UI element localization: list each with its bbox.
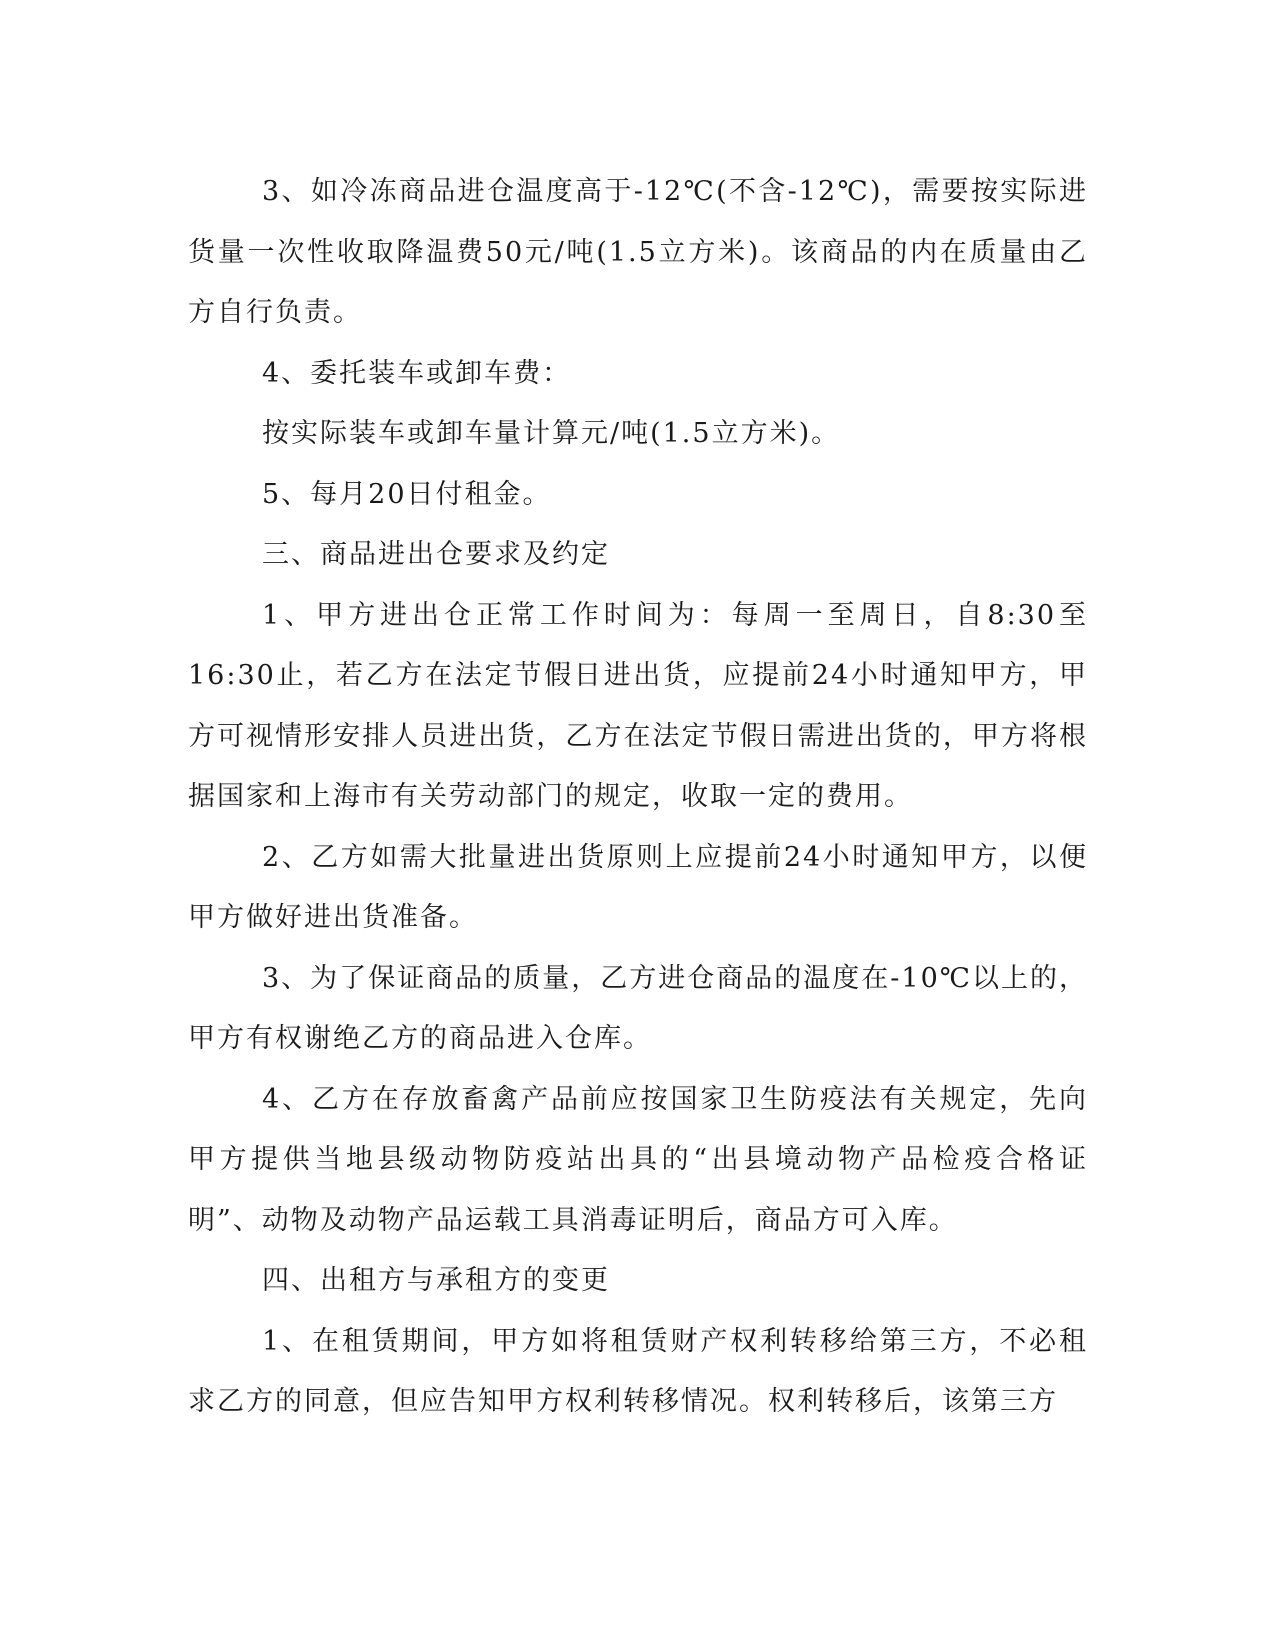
paragraph-loading-fee-heading: 4、委托装车或卸车费： xyxy=(262,357,572,389)
paragraph-cold-storage-fee: 3、如冷冻商品进仓温度高于-12℃(不含-12℃)，需要按实际进货量一次性收取降温费50元/吨(1.5立方米)。该商品的内在质量由乙方自行负责。 xyxy=(188,176,1088,328)
section-heading-warehouse-requirements: 三、商品进出仓要求及约定 xyxy=(262,539,610,570)
paragraph-rent-payment: 5、每月20日付租金。 xyxy=(262,478,552,510)
paragraph-quarantine-certificate: 4、乙方在存放畜禽产品前应按国家卫生防疫法有关规定，先向甲方提供当地县级动物防疫站出具的“出县境动物产品检疫合格证明”、动物及动物产品运载工具消毒证明后，商品方可入库。 xyxy=(188,1083,1088,1236)
paragraph-temperature-rule: 3、为了保证商品的质量，乙方进仓商品的温度在-10℃以上的，甲方有权谢绝乙方的商品进入仓库。 xyxy=(188,962,1088,1054)
paragraph-rights-transfer: 1、在租赁期间，甲方如将租赁财产权利转移给第三方，不必租求乙方的同意，但应告知甲方权利转移情况。权利转移后，该第三方 xyxy=(188,1325,1088,1417)
paragraph-loading-fee-rate: 按实际装车或卸车量计算元/吨(1.5立方米)。 xyxy=(262,418,841,449)
paragraph-working-hours: 1、甲方进出仓正常工作时间为：每周一至周日，自8:30至16:30止，若乙方在法定节假日进出货，应提前24小时通知甲方，甲方可视情形安排人员进出货，乙方在法定节假日需进出货的，甲方将根据国家和上海市有关劳动部门的规定，收取一定的费用。 xyxy=(188,599,1088,812)
section-heading-party-change: 四、出租方与承租方的变更 xyxy=(262,1265,610,1296)
document-body xyxy=(188,162,1088,1433)
paragraph-bulk-notice: 2、乙方如需大批量进出货原则上应提前24小时通知甲方，以便甲方做好进出货准备。 xyxy=(188,841,1088,933)
